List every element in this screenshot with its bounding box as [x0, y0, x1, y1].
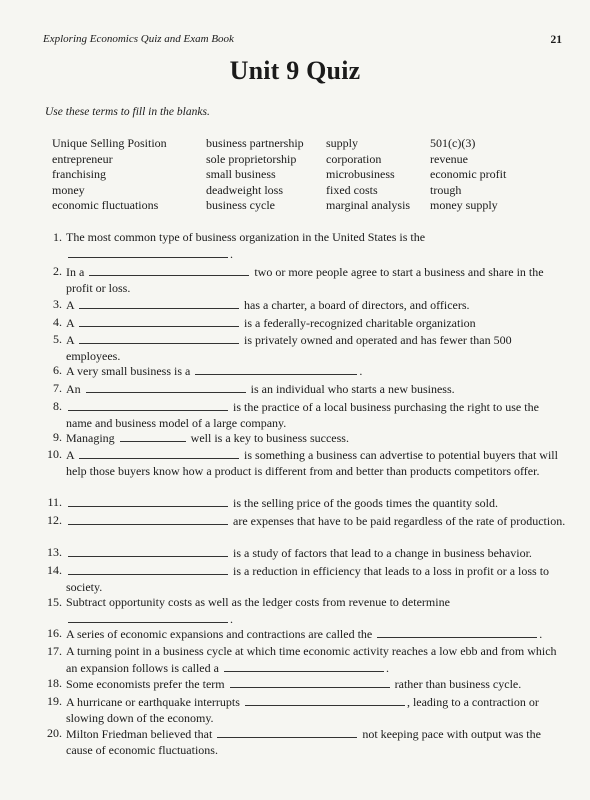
answer-blank[interactable] [68, 495, 228, 507]
question-text: is privately owned and operated and has fewer than 500 employees. [66, 333, 512, 363]
question-text: An [66, 382, 81, 396]
question-text: is a reduction in efficiency that leads to a loss in profit or a loss to society. [66, 564, 550, 594]
question-number: 15. [47, 595, 62, 609]
term-column-1 [52, 136, 167, 214]
question-text: , leading to a contraction or slowing down of the economy. [66, 695, 539, 725]
question-number: 5. [53, 332, 62, 346]
answer-blank[interactable] [79, 447, 239, 459]
answer-blank[interactable] [68, 563, 228, 575]
question-text: Managing [66, 431, 115, 445]
answer-blank[interactable] [79, 332, 239, 344]
question-text: . [539, 627, 543, 641]
question-number: 10. [47, 447, 62, 461]
term: deadweight loss [206, 182, 283, 197]
answer-blank[interactable] [230, 676, 390, 688]
question-number: 6. [53, 363, 62, 377]
answer-blank[interactable] [86, 381, 246, 393]
term: business cycle [206, 198, 275, 212]
question-text: is something a business can advertise to potential buyers that will help those buyers know how a product is different from and better than products competitors offer. [66, 448, 558, 478]
term: fixed costs [326, 182, 378, 197]
question-text: . [359, 364, 363, 378]
answer-blank[interactable] [68, 246, 228, 258]
question-text: . [230, 246, 233, 261]
answer-blank[interactable] [224, 660, 384, 672]
question-text: A [66, 298, 75, 312]
question-text: are expenses that have to be paid regardless of the rate of production. [233, 514, 566, 528]
term: entrepreneur [52, 151, 113, 166]
answer-blank[interactable] [195, 363, 357, 375]
instructions: Use these terms to fill in the blanks. [45, 106, 210, 118]
question-text: is the practice of a local business purchasing the right to use the name and business model of a large company. [66, 400, 539, 430]
question-text: A [66, 448, 75, 462]
answer-blank[interactable] [68, 399, 228, 411]
question-number: 16. [47, 626, 62, 640]
term: money supply [430, 198, 498, 212]
answer-blank[interactable] [377, 626, 537, 638]
term: Unique Selling Position [52, 136, 167, 150]
question-text: is the selling price of the goods times the quantity sold. [233, 496, 498, 510]
page-title: Unit 9 Quiz [229, 56, 361, 85]
answer-blank[interactable] [217, 726, 357, 738]
question-text: well is a key to business success. [190, 431, 349, 445]
term: economic fluctuations [52, 198, 159, 212]
answer-blank[interactable] [89, 264, 249, 276]
book-title: Exploring Economics Quiz and Exam Book [43, 33, 234, 45]
question-text: A turning point in a business cycle at which time economic activity reaches a low ebb and from which an expansion follows is called a [66, 644, 557, 675]
question-text: A [66, 333, 75, 347]
term: marginal analysis [326, 198, 411, 212]
question-text: Milton Friedman believed that [66, 727, 213, 741]
answer-blank[interactable] [79, 315, 239, 327]
question-text: A hurricane or earthquake interrupts [66, 695, 240, 709]
term: business partnership [206, 136, 304, 150]
question-text: is an individual who starts a new business. [250, 382, 455, 396]
term: economic profit [430, 167, 507, 181]
question-text: has a charter, a board of directors, and officers. [244, 298, 470, 312]
question-text: not keeping pace with output was the cause of economic fluctuations. [66, 727, 541, 757]
question-number: 8. [53, 399, 62, 413]
term: revenue [430, 151, 468, 166]
term: microbusiness [326, 167, 395, 181]
question-number: 19. [47, 694, 62, 708]
answer-blank[interactable] [68, 611, 228, 623]
question-text: is a study of factors that lead to a change in business behavior. [233, 546, 532, 560]
question-number: 9. [53, 430, 62, 444]
question-number: 13. [47, 545, 62, 559]
answer-blank[interactable] [245, 694, 405, 706]
term: sole proprietorship [206, 151, 297, 166]
question-text: A [66, 316, 75, 330]
term: small business [206, 167, 276, 181]
question-text: A series of economic expansions and contractions are called the [66, 627, 373, 641]
term: money [52, 182, 85, 197]
question-text: Some economists prefer the term [66, 677, 225, 691]
question-number: 11. [47, 495, 62, 509]
question-number: 12. [47, 513, 62, 527]
term: franchising [52, 167, 106, 181]
term-column-2 [206, 136, 304, 214]
question-text: The most common type of business organization in the United States is the [66, 230, 426, 244]
page-number: 21 [550, 34, 562, 46]
answer-blank[interactable] [68, 513, 228, 525]
term: 501(c)(3) [430, 136, 476, 150]
term: corporation [326, 151, 382, 166]
question-number: 7. [53, 381, 62, 395]
question-text: Subtract opportunity costs as well as the ledger costs from revenue to determine [66, 595, 450, 609]
question-number: 3. [53, 297, 62, 311]
term: trough [430, 182, 462, 197]
term-column-4 [430, 136, 506, 214]
answer-blank[interactable] [79, 297, 239, 309]
answer-blank[interactable] [120, 430, 186, 442]
question-number: 17. [47, 644, 62, 658]
question-text: A very small business is a [66, 364, 191, 378]
term: supply [326, 136, 359, 150]
answer-blank[interactable] [68, 545, 228, 557]
question-number: 4. [53, 315, 62, 329]
question-text: . [230, 611, 233, 626]
question-text: two or more people agree to start a business and share in the profit or loss. [66, 265, 544, 295]
question-number: 20. [47, 726, 62, 740]
question-text: is a federally-recognized charitable organization [244, 316, 476, 330]
question-number: 2. [53, 264, 62, 278]
question-text: In a [66, 265, 85, 279]
question-text: . [385, 660, 389, 675]
term-column-3 [326, 136, 410, 214]
question-number: 18. [47, 676, 62, 690]
question-number: 14. [47, 563, 62, 577]
question-text: rather than business cycle. [394, 677, 522, 691]
question-number: 1. [53, 230, 62, 244]
